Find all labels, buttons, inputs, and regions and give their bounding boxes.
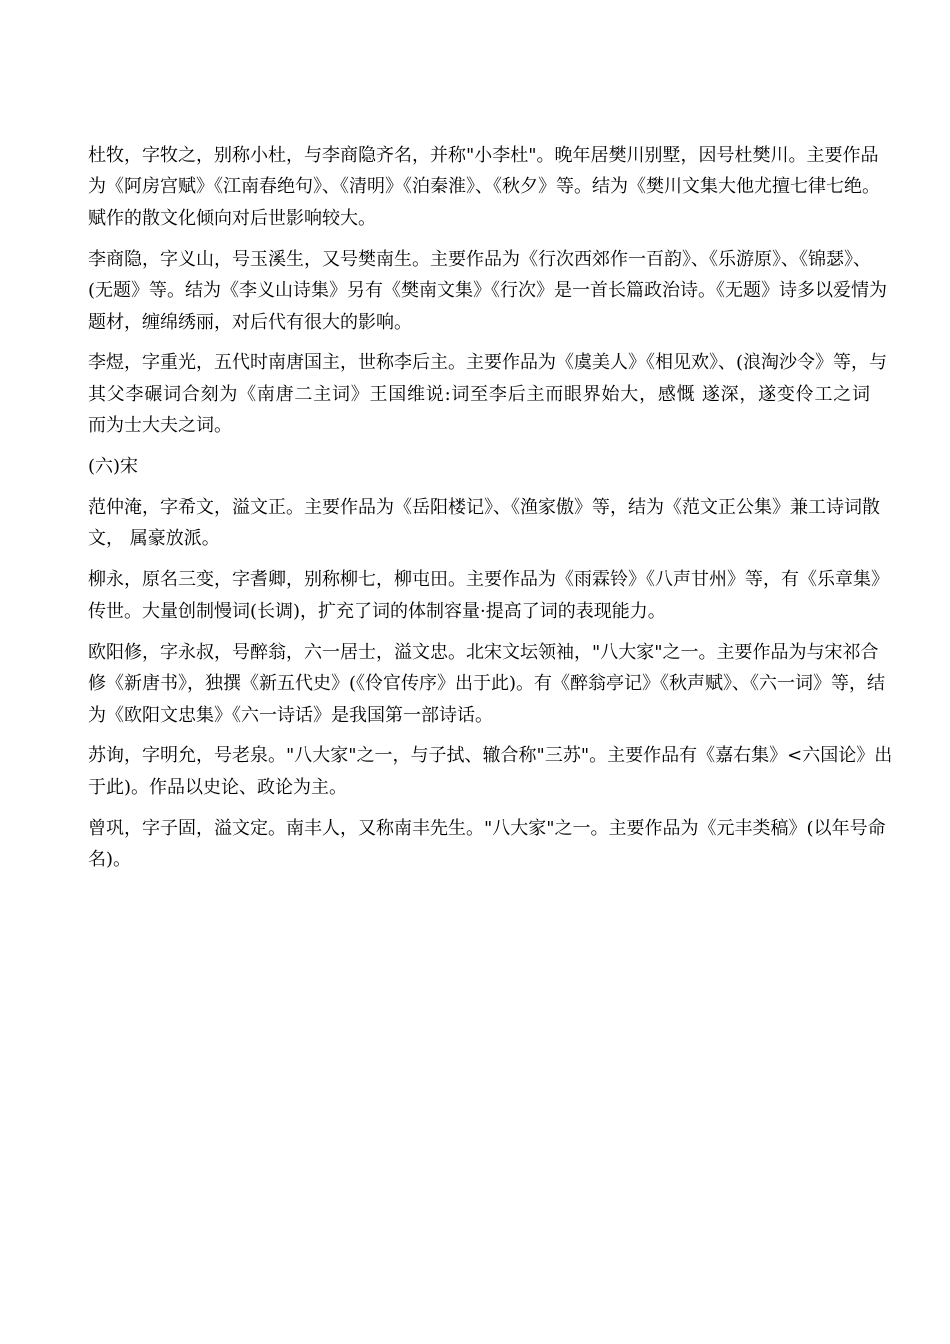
text-line: 传世。大量创制慢词(长调)，扩充了词的体制容量·提高了词的表现能力。 (88, 600, 666, 622)
document-body (88, 140, 893, 885)
paragraph-fan-zhongyan (88, 492, 880, 555)
text-line: 其父李碾词合刻为《南唐二主词》王国维说:词至李后主而眼界始大，感慨 遂深，遂变伶工之词 (88, 383, 870, 405)
paragraph-ouyang-xiu (88, 637, 886, 731)
text-line: 文， 属豪放派。 (88, 528, 220, 550)
text-line: 李煜，字重光，五代时南唐国主，世称李后主。主要作品为《虞美人》《相见欢》、(浪淘沙令》等，与 (88, 352, 888, 374)
paragraph-liu-yong (88, 564, 889, 627)
text-line: 欧阳修，字永叔，号醉翁，六一居士，溢文忠。北宋文坛领袖，"八大家"之一。主要作品为与宋祁合 (88, 641, 879, 663)
text-line: 杜牧，字牧之，别称小杜，与李商隐齐名，并称"小李杜"。晚年居樊川别墅，因号杜樊川。主要作品 (88, 145, 879, 166)
section-heading-text: (六)宋 (88, 456, 139, 478)
paragraph-du-mu (88, 140, 880, 234)
text-line: 修《新唐书》，独撰《新五代史》(《伶官传序》出于此)。有《醉翁亭记》《秋声赋》、《六一词》等，结 (88, 673, 886, 695)
text-line: 于此)。作品以史论、政论为主。 (88, 776, 348, 798)
section-heading-song (88, 451, 870, 482)
paragraph-li-shangyin (88, 244, 888, 338)
text-line: 赋作的散文化倾向对后世影响较大。 (88, 207, 376, 229)
paragraph-su-xun (88, 740, 893, 803)
text-line: 题材，缠绵绣丽，对后代有很大的影响。 (88, 311, 412, 333)
text-line: 苏询，字明允，号老泉。"八大家"之一，与子拭、辙合称"三苏"。主要作品有《嘉右集》<六国论》出 (88, 745, 893, 767)
text-line: 名)。 (88, 849, 132, 871)
text-line: 为《阿房宫赋》《江南春绝句》、《清明》《泊秦淮》、《秋夕》等。结为《樊川文集大他尤擅七律七绝。 (88, 176, 880, 198)
paragraph-zeng-gong (88, 813, 886, 876)
text-line: 而为士大夫之词。 (88, 415, 232, 437)
text-line: (无题》等。结为《李义山诗集》另有《樊南文集》《行次》是一首长篇政治诗。《无题》诗多以爱情为 (88, 280, 888, 302)
text-line: 李商隐，字义山，号玉溪生，又号樊南生。主要作品为《行次西郊作一百韵》、《乐游原》、《锦瑟》、 (88, 248, 871, 270)
text-line: 曾巩，字子固，溢文定。南丰人，又称南丰先生。"八大家"之一。主要作品为《元丰类稿》(以年号命 (88, 817, 886, 839)
text-line: 范仲淹，字希文，溢文正。主要作品为《岳阳楼记》、《渔家傲》等，结为《范文正公集》兼工诗词散 (88, 497, 880, 519)
paragraph-li-yu (88, 347, 888, 441)
text-line: 柳永，原名三变，字耆卿，别称柳七，柳屯田。主要作品为《雨霖铃》《八声甘州》等，有《乐章集》 (88, 569, 889, 591)
text-line: 为《欧阳文忠集》《六一诗话》是我国第一部诗话。 (88, 704, 493, 726)
